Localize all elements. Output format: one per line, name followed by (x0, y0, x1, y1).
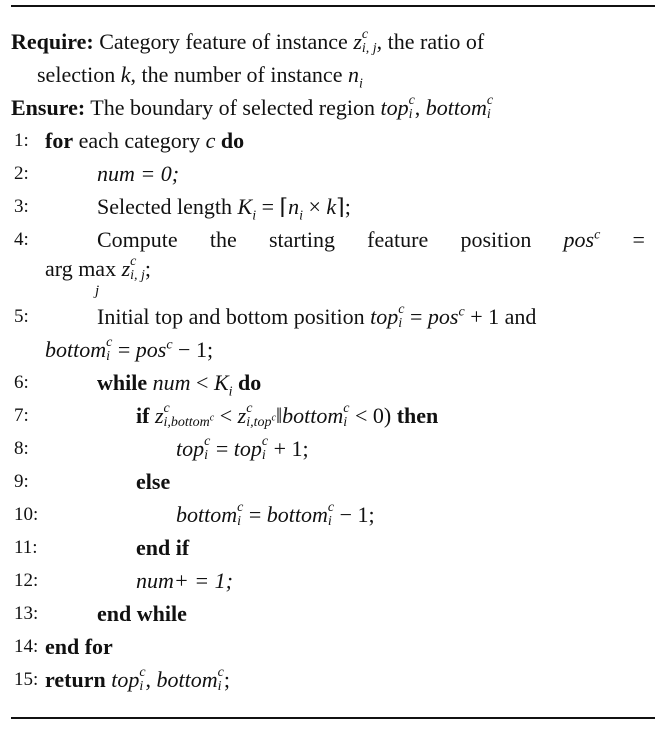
require-text: Category feature of instance z c i, j , the ratio of (99, 26, 485, 56)
ensure-label: Ensure: (11, 95, 86, 120)
ensure-line: Ensure: The boundary of selected region top c i , bottom c i (11, 92, 494, 122)
top-rule (11, 5, 655, 7)
bottom-rule (11, 717, 655, 719)
require-line (11, 26, 651, 58)
algo-line-5-cont: bottom c i = pos$^c$ − 1; (45, 334, 214, 364)
require-line-2: selection k, the number of instance $n_i$ (37, 62, 363, 92)
require-label: Require: (11, 29, 94, 54)
algo-line-4-cont: arg max z c i, j ; j (45, 253, 152, 299)
